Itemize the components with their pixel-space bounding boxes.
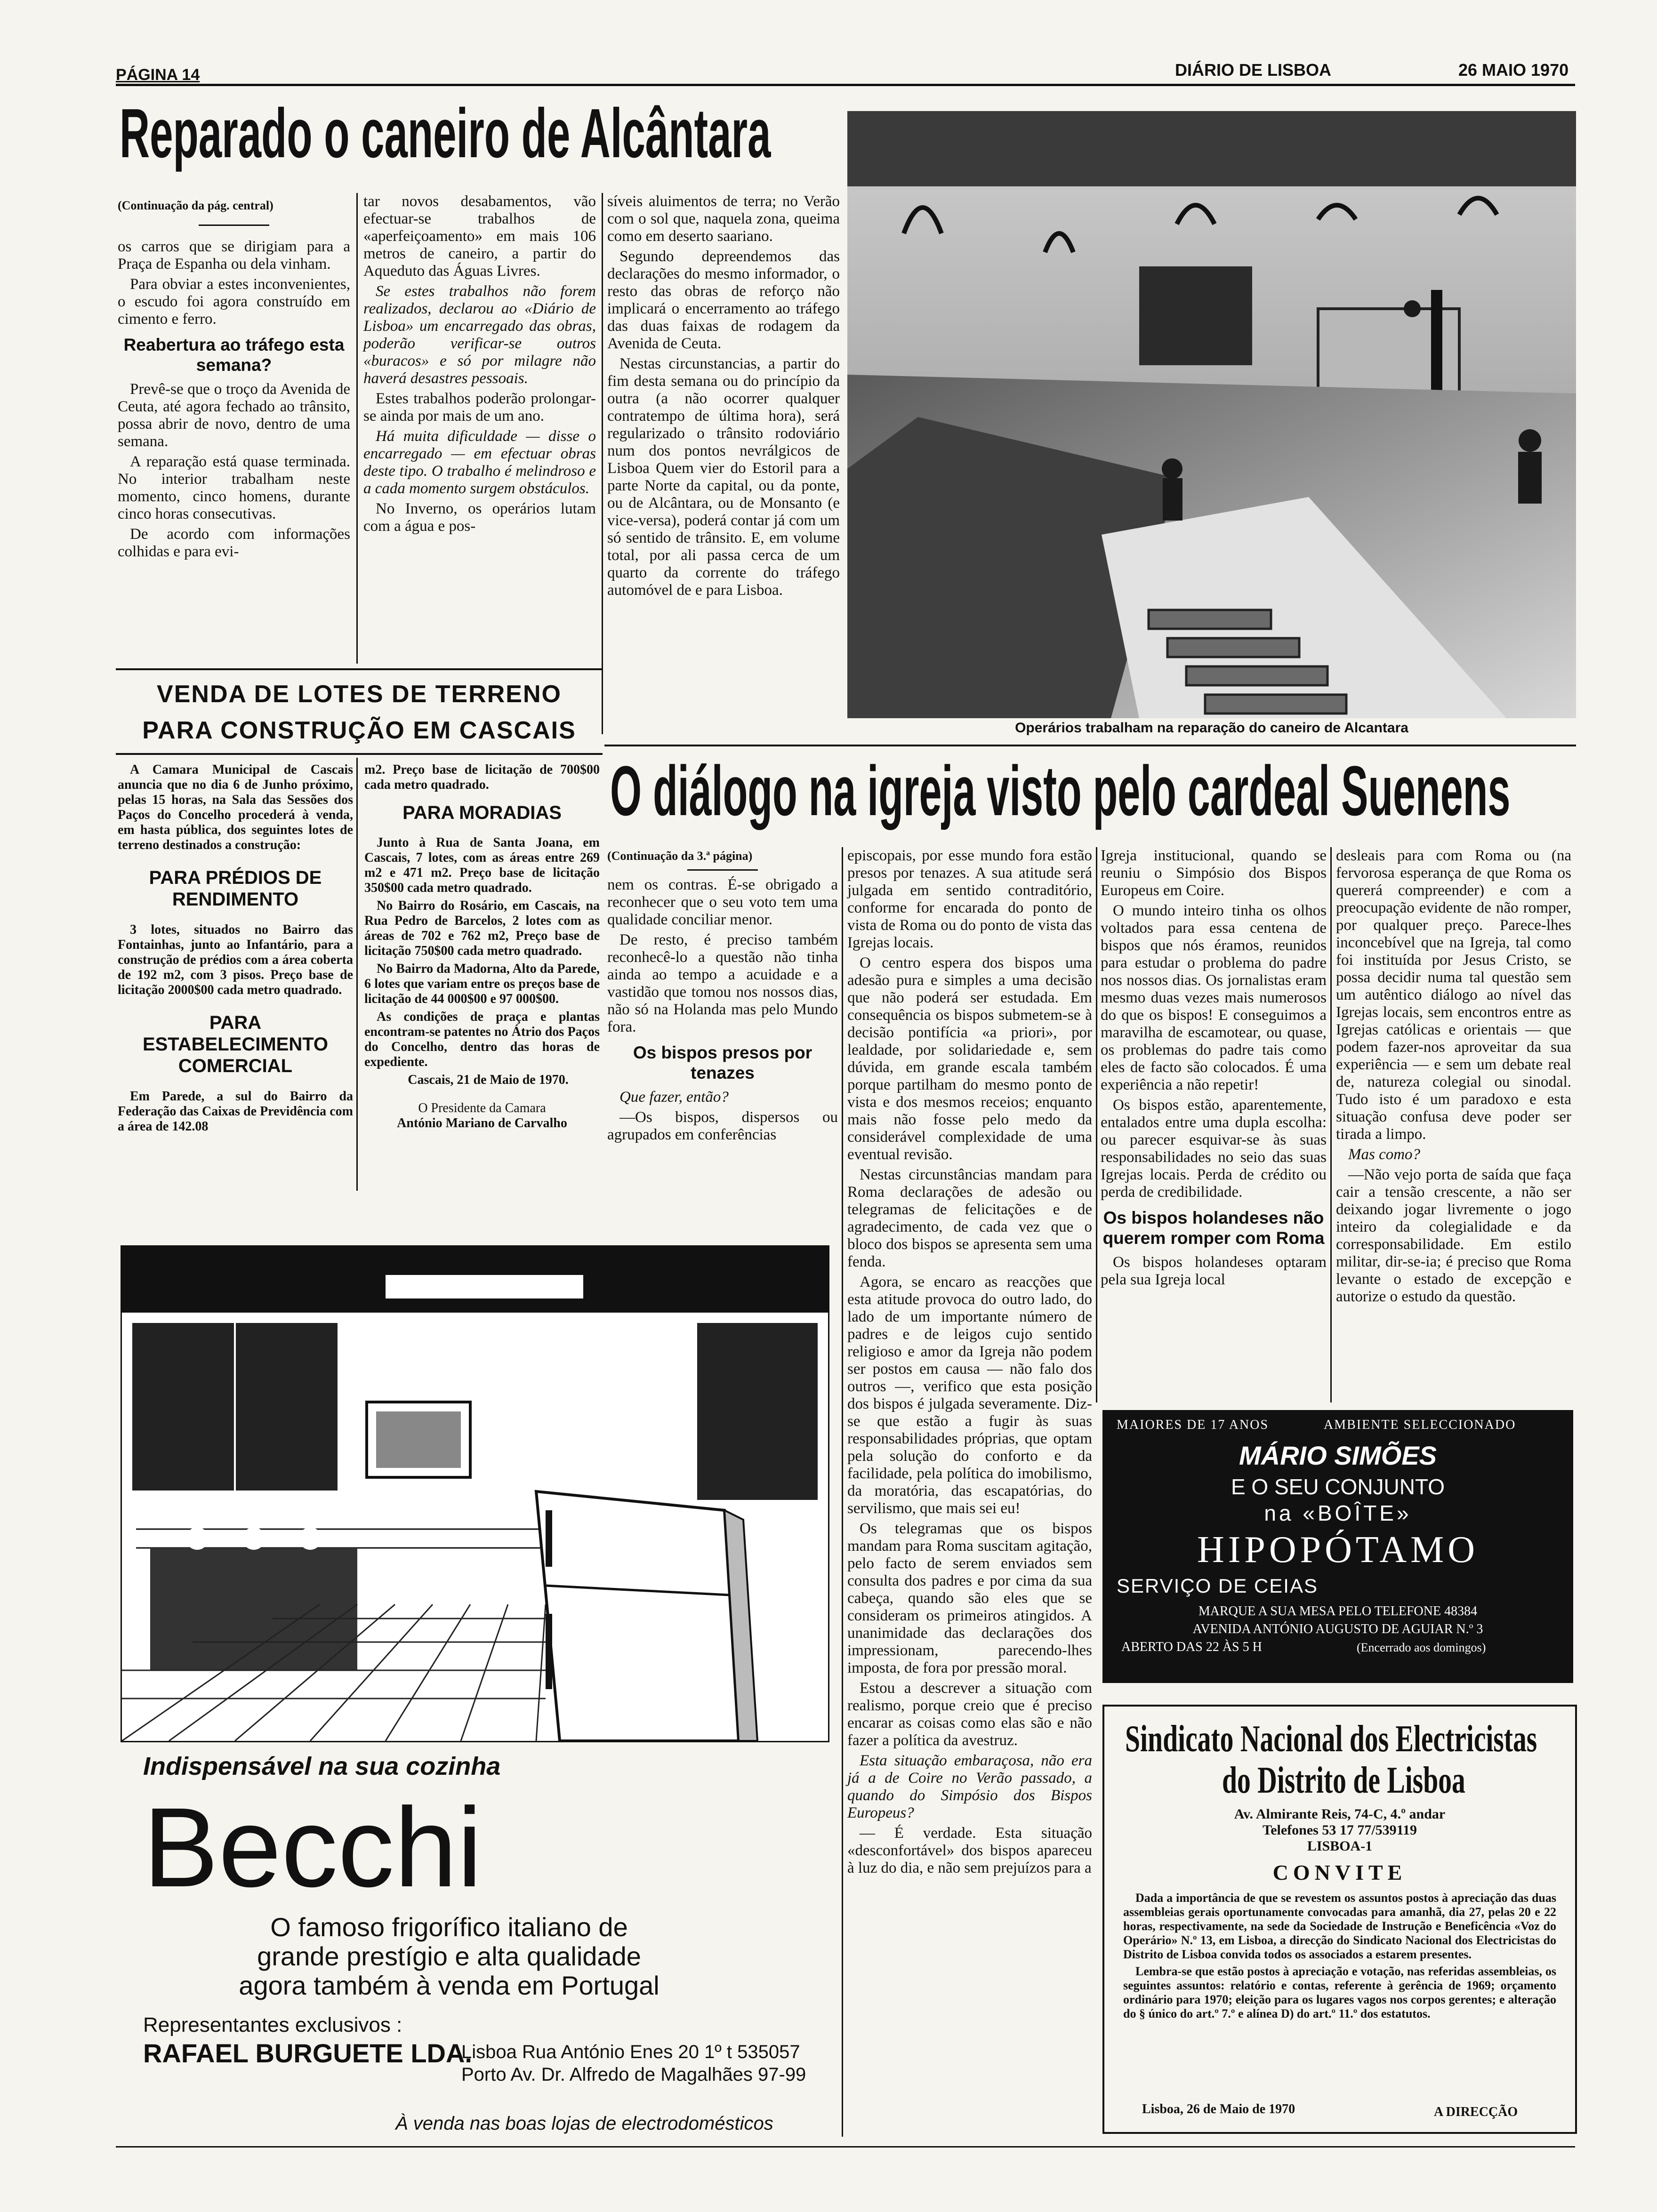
paragraph: A reparação está quase terminada. No interior trabalham neste momento, cinco homens, durante cinco horas consecutivas.	[118, 453, 350, 522]
heading-comercial: PARA ESTABELECIMENTO COMERCIAL	[142, 1012, 329, 1076]
lots-signature-1: O Presidente da Camara	[418, 1101, 546, 1115]
continuation-note: (Continuação da pág. central)	[118, 199, 273, 212]
headline-caneiro: Reparado o caneiro de Alcântara	[120, 95, 771, 172]
lots-top-rule	[116, 668, 603, 670]
heading-moradias: PARA MORADIAS	[402, 802, 562, 823]
paragraph: Segundo depreendemos das declarações do mesmo informador, o resto das obras de reforço não implicará o encerramento ao tráfego das duas faixas de rodagem da Avenida de Ceuta.	[607, 248, 840, 352]
sindicato-notice	[1102, 1705, 1577, 2134]
construction-photo	[847, 111, 1576, 736]
sindicato-title-1: Sindicato Nacional dos Electricistas	[1125, 1718, 1537, 1760]
sindicato-address: Av. Almirante Reis, 74-C, 4.º andar	[1234, 1806, 1446, 1822]
sindicato-title-2: do Distrito de Lisboa	[1222, 1760, 1465, 1801]
heading-predios: PARA PRÉDIOS DE RENDIMENTO	[149, 867, 322, 910]
subhead-reabertura: Reabertura ao tráfego esta semana?	[123, 335, 345, 375]
becchi-company: RAFAEL BURGUETE LDA.	[143, 2038, 472, 2068]
hipo-hours: ABERTO DAS 22 ÀS 5 H	[1121, 1640, 1262, 1654]
newspaper-name: DIÁRIO DE LISBOA	[1175, 60, 1332, 80]
hipo-address: AVENIDA ANTÓNIO AUGUSTO DE AGUIAR N.º 3	[1192, 1622, 1483, 1636]
continuation-note: (Continuação da 3.ª página)	[607, 849, 753, 863]
paragraph: Estou a descrever a situação com realismo, porque creio que é preciso encarar as coisas como elas são e não fazer a política da avestruz.	[847, 1680, 1092, 1749]
col-rule	[1330, 847, 1332, 1403]
lots-moradias-para: Cascais, 21 de Maio de 1970.	[408, 1073, 569, 1087]
headline-suenens: O diálogo na igreja visto pelo cardeal Suenens	[610, 751, 1511, 830]
suenens-col-1	[607, 847, 838, 1146]
article-col-1	[118, 197, 350, 563]
becchi-reps: Representantes exclusivos :	[143, 2013, 402, 2036]
paragraph: Os bispos estão, aparentemente, entalados entre uma dupla escolha: ou parecer esquivar-se às suas responsabilidades no seio das suas Igrejas locais. Perda de crédito ou perda de credibilidade.	[1101, 1097, 1327, 1201]
lots-mid-rule	[116, 753, 603, 755]
paragraph: tar novos desabamentos, vão efectuar-se trabalhos de «aperfeiçoamento» em mais 106 metros de caneiro, a partir do Aqueduto das Águas Livres.	[363, 193, 596, 280]
article-col-3	[607, 193, 840, 602]
paragraph: episcopais, por esse mundo fora estão presos por tenazes. A sua atitude será julgada em sentido contraditório, conforme for encarada do ponto de vista de Roma ou do ponto de vista das Igrejas locais.	[847, 847, 1092, 951]
hipo-closed: (Encerrado aos domingos)	[1357, 1641, 1486, 1654]
paragraph: Os bispos holandeses optaram pela sua Igreja local	[1101, 1254, 1327, 1288]
lots-signature-2: António Mariano de Carvalho	[397, 1116, 567, 1130]
lots-intro: A Camara Municipal de Cascais anuncia que no dia 6 de Junho próximo, pelas 15 horas, na Sala das Sessões dos Paços do Concelho procederá à venda, em hasta pública, dos seguintes lotes de terreno destinados a construção:	[118, 762, 353, 852]
lots-title-2: PARA CONSTRUÇÃO EM CASCAIS	[142, 717, 576, 744]
caneiro-photo-image	[847, 111, 1576, 718]
lots-col-1	[118, 762, 353, 1137]
lots-moradias-para: No Bairro do Rosário, em Cascais, na Rua Pedro de Barcelos, 2 lotes com as áreas de 702 e 762 m2, Preço base de licitação 750$00 cada metro quadrado.	[364, 898, 600, 958]
subhead-bispos-presos: Os bispos presos por tenazes	[633, 1043, 812, 1082]
paragraph: De resto, é preciso também reconhecê-lo a questão não tinha ainda ao tempo a acuidade e a vastidão que tomou nos nossos dias, não só na Holanda mas pelo Mundo fora.	[607, 931, 838, 1035]
lots-moradias-para: As condições de praça e plantas encontram-se patentes no Átrio dos Paços do Concelho, dentro das horas de expediente.	[364, 1010, 600, 1069]
paragraph: Se estes trabalhos não forem realizados, declarou ao «Diário de Lisboa» um encarregado das obras, poderão verificar-se outros «buracos» e só por milagre não haverá desastres pessoais.	[363, 283, 596, 387]
paragraph: Nestas circunstancias, a partir do fim desta semana ou do princípio da outra (a não ocorrer qualquer contratempo de última hora), será regularizado o trânsito rodoviário num dos pontos nevrálgicos de Lisboa Quem vier do Estoril para a parte Norte da capital, ou da ponte, ou de Alcântara, ou de Monsanto (e vice-versa), poderá contar já com um só sentido de trânsito. E, em volume total, por ali passa cerca de um quarto da corrente do tráfego automóvel de e para Lisboa.	[607, 355, 840, 599]
paragraph: O mundo inteiro tinha os olhos voltados para essa centena de bispos que nós éramos, reunidos para estudar o problema do padre nos nossos dias. Os jornalistas eram mesmo duas vezes mais numerosos do que os bispos! E conseguimos a maravilha de escamotear, ou quase, os problemas do padre tais como eles de facto são colocados. É uma experiência a não repetir!	[1101, 902, 1327, 1093]
lots-col2-top: m2. Preço base de licitação de 700$00 cada metro quadrado.	[364, 762, 600, 792]
paragraph: De acordo com informações colhidas e para evi-	[118, 526, 350, 560]
hipo-conjunto: E O SEU CONJUNTO	[1231, 1475, 1445, 1499]
lots-col-2	[364, 762, 600, 1131]
col-rule	[602, 193, 603, 734]
becchi-tagline: Indispensável na sua cozinha	[143, 1752, 501, 1780]
short-rule	[687, 869, 758, 871]
sindicato-sign: A DIRECÇÃO	[1434, 2105, 1518, 2119]
paragraph: Estes trabalhos poderão prolongar-se ainda por mais de um ano.	[363, 390, 596, 425]
hipopotamo-advertisement	[1102, 1410, 1573, 1683]
paragraph: Que fazer, então?	[619, 1089, 729, 1106]
col-rule	[356, 758, 358, 1191]
becchi-address-lisboa: Lisboa Rua António Enes 20 1º t 535057	[461, 2042, 800, 2062]
paragraph: Nestas circunstâncias mandam para Roma declarações de adesão ou telegramas de felicitações e de agradecimento, de cada vez que o bloco dos bispos se apresenta sem uma fenda.	[847, 1166, 1092, 1270]
paragraph: No Inverno, os operários lutam com a água e pos-	[363, 500, 596, 535]
paragraph: Para obviar a estes inconvenientes, o escudo foi agora construído em cimento e ferro.	[118, 276, 350, 328]
hipo-phone: MARQUE A SUA MESA PELO TELEFONE 48384	[1198, 1604, 1478, 1619]
paragraph: Há muita dificuldade — disse o encarregado — em efectuar obras deste tipo. O trabalho é melindroso e a cada momento surgem obstáculos.	[363, 428, 596, 497]
paragraph: Os telegramas que os bispos mandam para Roma suscitam agitação, pelo facto de serem enviados sem consulta dos padres e por cima da sua cabeça, quando são eles que se consideram os primeiros atingidos. A unanimidade das declarações dos impressionam, parecendo-lhes imposta, de fora por pressão moral.	[847, 1520, 1092, 1676]
sindicato-phones: Telefones 53 17 77/539119	[1262, 1822, 1417, 1838]
paragraph: síveis aluimentos de terra; no Verão com o sol que, naquela zona, queima como em deserto saariano.	[607, 193, 840, 245]
issue-date: 26 MAIO 1970	[1458, 60, 1569, 80]
suenens-col-2	[847, 847, 1092, 1880]
sindicato-convite: CONVITE	[1272, 1860, 1407, 1884]
paragraph: Esta situação embaraçosa, não era já a de Coire no Verão passado, a quando do Simpósio dos Bispos Europeus?	[847, 1752, 1092, 1821]
col-rule	[356, 193, 358, 664]
sindicato-paragraph: Dada a importância de que se revestem os assuntos postos à apreciação das duas assembleias gerais oportunamente convocadas para amanhã, dia 27, pelas 20 e 22 horas, respectivamente, na sede da Sociedade de Instrução e Beneficência «Voz do Operário» N.º 13, em Lisboa, a direcção do Sindicato Nacional dos Electricistas do Distrito de Lisboa convida todos os associados a estarem presentes.	[1123, 1891, 1556, 1961]
lots-moradias-para: No Bairro da Madorna, Alto da Parede, 6 lotes que variam entre os preços base de licitação de 44 000$00 e 97 000$00.	[364, 962, 600, 1006]
paragraph: —Não vejo porta de saída que faça cair a tensão crescente, a não ser deixando jogar livremente o jogo inteiro da colegialidade e da corresponsabilidade. Em estilo militar, dir-se-ia; é preciso que Roma levante o estado de excepção e autorize o estudo da questão.	[1336, 1166, 1571, 1305]
hipo-artist: MÁRIO SIMÕES	[1239, 1441, 1437, 1470]
article2-top-rule	[604, 745, 1576, 746]
paragraph: desleais para com Roma ou (na fervorosa esperança de que Roma os quererá compreender) e com a preocupação evidente de não romper, por qualquer preço. Parece-lhes inconcebível que na Igreja, tal como foi instituída por Jesus Cristo, se possa decidir numa tal questão sem um autêntico diálogo ao nível das Igrejas locais, sem encontros entre as Igrejas católicas e orientais — que podem fazer-nos aproveitar da sua experiência — e sem um debate real de, natureza colegial ou sinodal. Tudo isto é um paradoxo e esta situação confusa deve poder ser tirada a limpo.	[1336, 847, 1571, 1143]
hipo-service: SERVIÇO DE CEIAS	[1117, 1575, 1319, 1597]
paragraph: os carros que se dirigiam para a Praça de Espanha ou dela vinham.	[118, 238, 350, 272]
kitchen-illustration	[121, 1245, 829, 1742]
becchi-logo: Becchi	[143, 1784, 483, 1910]
page-number: PÁGINA 14	[116, 66, 200, 84]
short-rule	[199, 224, 269, 226]
becchi-address-porto: Porto Av. Dr. Alfredo de Magalhães 97-99	[461, 2064, 806, 2085]
sindicato-body	[1123, 1891, 1556, 2024]
subhead-bispos-holandeses: Os bispos holandeses não querem romper com Roma	[1102, 1208, 1325, 1248]
becchi-desc-3: agora também à venda em Portugal	[239, 1971, 660, 2000]
paragraph: Prevê-se que o troço da Avenida de Ceuta, até agora fechado ao trânsito, possa abrir de novo, dentro de uma semana.	[118, 381, 350, 450]
lots-comercial-text: Em Parede, a sul do Bairro da Federação das Caixas de Previdência com a área de 142.08	[118, 1089, 353, 1134]
paragraph: Igreja institucional, quando se reuniu o Simpósio dos Bispos Europeus em Coire.	[1101, 847, 1327, 899]
header-rule	[116, 84, 1575, 86]
becchi-desc-1: O famoso frigorífico italiano de	[270, 1912, 628, 1942]
hipo-age: MAIORES DE 17 ANOS	[1117, 1418, 1269, 1432]
hipo-club: HIPOPÓTAMO	[1197, 1529, 1479, 1571]
paragraph: O centro espera dos bispos uma adesão pura e simples a uma decisão que não poderá ser estudada. Em consequência os bispos submetem-se à decisão pontifícia «a priori», por lealdade, por solidariedade e, sem dúvida, em grande escala também porque partilham do mesmo ponto de vista e dos mesmos receios; enquanto mais não fosse pelo medo da considerável complexidade de uma eventual revisão.	[847, 954, 1092, 1163]
kitchen-fridge-icon	[122, 1247, 828, 1741]
col-rule	[842, 847, 843, 2137]
suenens-col-4	[1336, 847, 1571, 1308]
paragraph: Agora, se encaro as reacções que esta atitude provoca do outro lado, do lado de um importante número de padres e de leigos cujo sentido religioso e amor da Igreja não podem ser postos em causa — não falo dos outros —, verifico que esta posição dos bispos é julgada severamente. Diz-se que estão a fugir às suas responsabilidades próprias, que optam pela solução do conforto e da facilidade, pela política do imobilismo, da moratória, das escapatórias, do servilismo, que mais sei eu!	[847, 1274, 1092, 1517]
paragraph: Mas como?	[1348, 1146, 1421, 1163]
sindicato-date: Lisboa, 26 de Maio de 1970	[1142, 2102, 1295, 2116]
lots-title-1: VENDA DE LOTES DE TERRENO	[157, 681, 562, 708]
sindicato-paragraph: Lembra-se que estão postos à apreciação e votação, nas referidas assembleias, os seguintes assuntos: relatório e contas, referente à gerência de 1969; orçamento ordinário para 1970; eleição para os lugares vagos nos corpos gerentes; e alteração do § único do art.º 7.º e alínea D) do art.º 11.º dos estatutos.	[1123, 1964, 1556, 2020]
lots-predios-text: 3 lotes, situados no Bairro das Fontainhas, junto ao Infantário, para a construção de prédios com a área coberta de 192 m2, com 3 pisos. Preço base de licitação 2000$00 cada metro quadrado.	[118, 922, 353, 997]
col-rule	[1096, 847, 1097, 1403]
paragraph: nem os contras. É-se obrigado a reconhecer que o seu voto tem uma qualidade conciliar menor.	[607, 876, 838, 928]
suenens-col-3	[1101, 847, 1327, 1291]
article-col-2	[363, 193, 596, 538]
sindicato-city: LISBOA-1	[1307, 1838, 1373, 1854]
lots-moradias-para: Junto à Rua de Santa Joana, em Cascais, 7 lotes, com as áreas entre 269 m2 e 471 m2. Preço base de licitação 350$00 cada metro quadrado.	[364, 835, 600, 895]
paragraph: —Os bispos, dispersos ou agrupados em conferências	[607, 1109, 838, 1143]
becchi-footer: À venda nas boas lojas de electrodomésticos	[395, 2113, 773, 2134]
paragraph: — É verdade. Esta situação «desconfortável» dos bispos apareceu à luz do dia, e não sem prejuízos para a	[847, 1825, 1092, 1876]
hipo-ambiente: AMBIENTE SELECCIONADO	[1324, 1418, 1516, 1432]
hipo-boite: na «BOÎTE»	[1264, 1501, 1412, 1525]
page-bottom-rule	[116, 2146, 1575, 2148]
becchi-desc-2: grande prestígio e alta qualidade	[257, 1941, 641, 1971]
photo-caption: Operários trabalham na reparação do caneiro de Alcantara	[847, 718, 1576, 736]
